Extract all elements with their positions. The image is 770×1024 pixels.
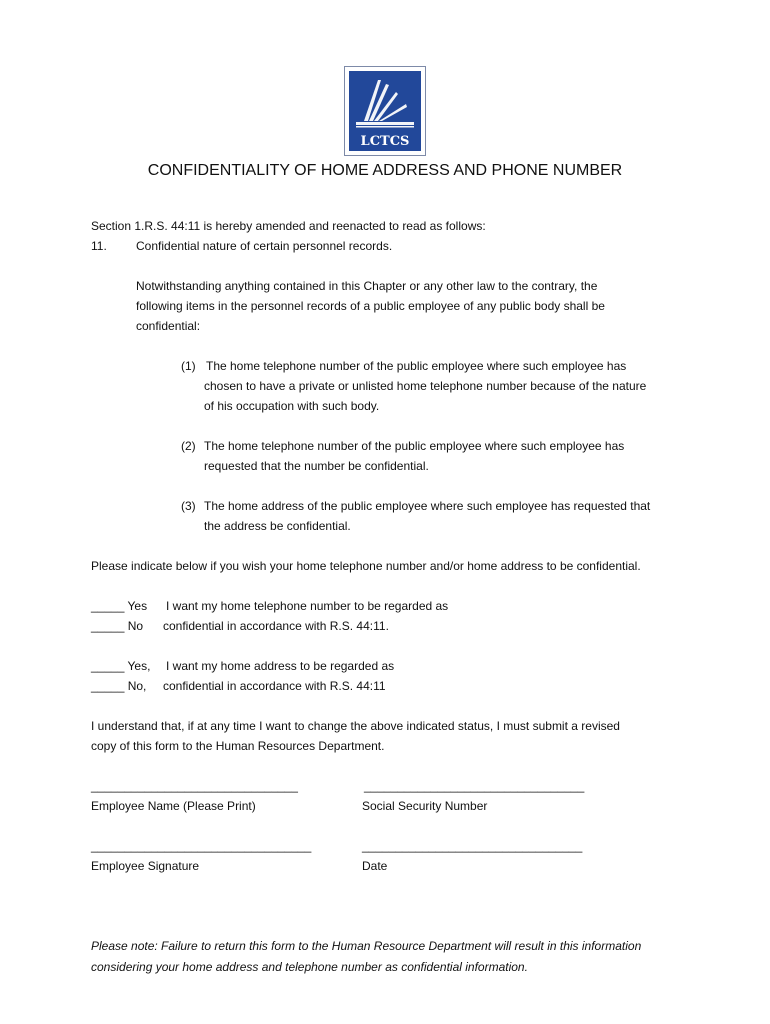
lctcs-logo <box>344 66 426 156</box>
understand-line: copy of this form to the Human Resources Department. <box>91 739 385 753</box>
phone-choice-text: confidential in accordance with R.S. 44:11. <box>163 619 389 633</box>
ssn-label: Social Security Number <box>362 799 488 813</box>
lctcs-logo-graphic <box>344 66 426 156</box>
section-number: 11. <box>91 239 107 253</box>
item-line: The home address of the public employee where such employee has requested that <box>204 499 651 513</box>
phone-no-field[interactable]: _____ No <box>91 619 144 633</box>
note-line: Please note: Failure to return this form to the Human Resource Department will result in this information <box>91 939 642 953</box>
date-label: Date <box>362 859 388 873</box>
body-line: Notwithstanding anything contained in this Chapter or any other law to the contrary, the <box>136 279 598 293</box>
address-yes-field[interactable]: _____ Yes, <box>91 659 151 673</box>
address-no-field[interactable]: _____ No, <box>91 679 147 693</box>
please-note <box>91 936 711 978</box>
address-choice-text: I want my home address to be regarded as <box>166 659 395 673</box>
instruction-text: Please indicate below if you wish your home telephone number and/or home address to be confidential. <box>91 559 641 573</box>
employee-name-label: Employee Name (Please Print) <box>91 799 256 813</box>
section-intro: Section 1.R.S. 44:11 is hereby amended and reenacted to read as follows: <box>91 219 486 233</box>
body-line: confidential: <box>136 319 201 333</box>
body-line: following items in the personnel records of a public employee of any public body shall be <box>136 299 605 313</box>
section-heading: Confidential nature of certain personnel records. <box>136 239 393 253</box>
phone-choice-text: I want my home telephone number to be regarded as <box>166 599 449 613</box>
item-line: The home telephone number of the public employee where such employee has <box>206 359 627 373</box>
phone-yes-field[interactable]: _____ Yes <box>91 599 148 613</box>
employee-signature-label: Employee Signature <box>91 859 200 873</box>
item-line: requested that the number be confidential. <box>204 459 429 473</box>
item-number: (2) <box>181 439 196 453</box>
item-line: The home telephone number of the public employee where such employee has <box>204 439 625 453</box>
ssn-field[interactable]: _________________________________ <box>364 779 585 793</box>
item-number: (1) <box>181 359 196 373</box>
item-number: (3) <box>181 499 196 513</box>
employee-signature-field[interactable]: _________________________________ <box>91 839 312 853</box>
address-choice-text: confidential in accordance with R.S. 44:11 <box>163 679 386 693</box>
form-title: CONFIDENTIALITY OF HOME ADDRESS AND PHONE NUMBER <box>147 162 623 179</box>
logo-text: LCTCS <box>360 134 410 149</box>
item-line: of his occupation with such body. <box>204 399 380 413</box>
date-field[interactable]: _________________________________ <box>362 839 583 853</box>
employee-name-field[interactable]: _______________________________ <box>91 779 298 793</box>
item-line: chosen to have a private or unlisted home telephone number because of the nature <box>204 379 647 393</box>
item-line: the address be confidential. <box>204 519 351 533</box>
understand-line: I understand that, if at any time I want to change the above indicated status, I must submit a revised <box>91 719 620 733</box>
note-line: considering your home address and telephone number as confidential information. <box>91 960 528 974</box>
